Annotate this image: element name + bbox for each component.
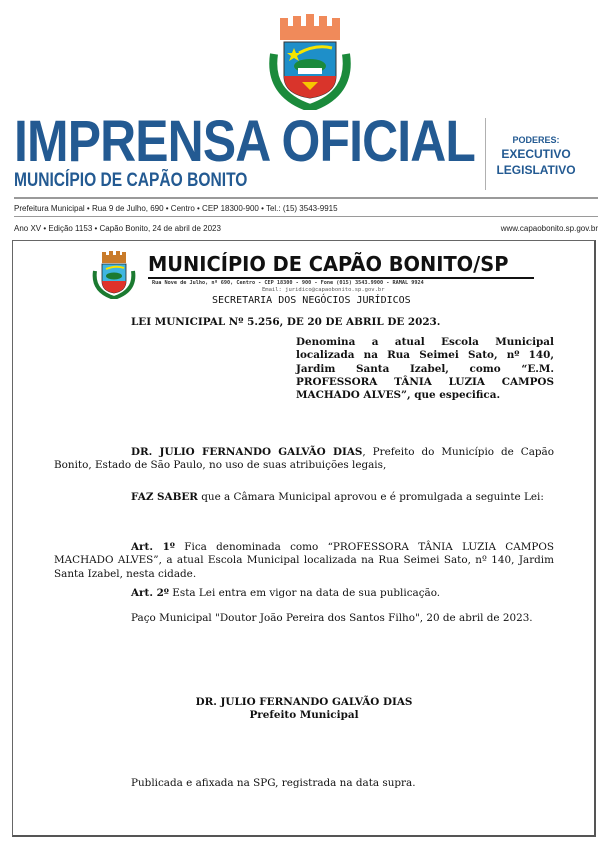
department-name: SECRETARIA DOS NEGÓCIOS JURÍDICOS — [212, 295, 411, 306]
signature-name: DR. JULIO FERNANDO GALVÃO DIAS — [195, 696, 413, 708]
faz-saber-text: que a Câmara Municipal aprovou e é promulgada a seguinte Lei: — [197, 491, 544, 503]
place-date: Paço Municipal "Doutor João Pereira dos Santos Filho", 20 de abril de 2023. — [131, 612, 533, 624]
faz-saber-paragraph — [54, 491, 554, 504]
header-rule-top — [14, 197, 598, 199]
letterhead-rule — [148, 277, 534, 279]
masthead-divider — [485, 118, 486, 190]
mayor-name: DR. JULIO FERNANDO GALVÃO DIAS — [131, 446, 363, 458]
website-link[interactable]: www.capaobonito.sp.gov.br — [500, 224, 598, 233]
letterhead-email: Email: juridico@capaobonito.sp.gov.br — [262, 287, 385, 293]
municipal-crest-icon — [266, 14, 354, 110]
publication-note: Publicada e afixada na SPG, registrada na data supra. — [131, 777, 416, 789]
preamble-paragraph — [54, 446, 554, 473]
law-title: LEI MUNICIPAL Nº 5.256, DE 20 DE ABRIL DE 2023. — [131, 316, 441, 328]
article-1-label: Art. 1º — [131, 541, 175, 553]
letterhead-title: MUNICÍPIO DE CAPÃO BONITO/SP — [148, 252, 509, 276]
letterhead-crest-icon — [90, 251, 138, 299]
masthead-address: Prefeitura Municipal • Rua 9 de Julho, 690 • Centro • CEP 18300-900 • Tel.: (15) 3543-9915 — [14, 204, 338, 213]
article-1-text: Fica denominada como “PROFESSORA TÂNIA LUZIA CAMPOS MACHADO ALVES”, a atual Escola Municipal localizada na Rua Seimei Sato, nº 140, Jardim Santa Izabel, nesta cidade. — [54, 541, 554, 580]
poder-legislativo: LEGISLATIVO — [496, 163, 576, 177]
masthead-title: IMPRENSA OFICIAL — [14, 109, 476, 174]
article-1 — [54, 541, 554, 581]
faz-saber-label: FAZ SABER — [131, 491, 198, 503]
header-rule-mid — [14, 216, 598, 217]
document-frame — [12, 240, 596, 837]
letterhead-address: Rua Nove de Julho, nº 690, Centro - CEP 18300 - 900 - Fone (015) 3543.9900 - RAMAL 9924 — [152, 280, 424, 286]
poderes-block — [490, 134, 582, 178]
signature-role: Prefeito Municipal — [249, 709, 359, 721]
article-2-label: Art. 2º — [131, 587, 169, 599]
preamble-text: , Prefeito do Município de Capão Bonito, Estado de São Paulo, no uso de suas atribuições legais, — [54, 446, 554, 472]
article-2-text: Esta Lei entra em vigor na data de sua publicação. — [169, 587, 441, 599]
law-ementa: Denomina a atual Escola Municipal localizada na Rua Seimei Sato, nº 140, Jardim Santa Izabel, como “E.M. PROFESSORA TÂNIA LUZIA CAMPOS MACHADO ALVES”, que especifica. — [296, 336, 554, 402]
article-2 — [54, 587, 554, 600]
poderes-label: PODERES: — [512, 135, 560, 145]
edition-info: Ano XV • Edição 1153 • Capão Bonito, 24 de abril de 2023 — [14, 224, 221, 233]
poder-executivo: EXECUTIVO — [501, 147, 571, 161]
masthead-subtitle: MUNICÍPIO DE CAPÃO BONITO — [14, 170, 248, 191]
